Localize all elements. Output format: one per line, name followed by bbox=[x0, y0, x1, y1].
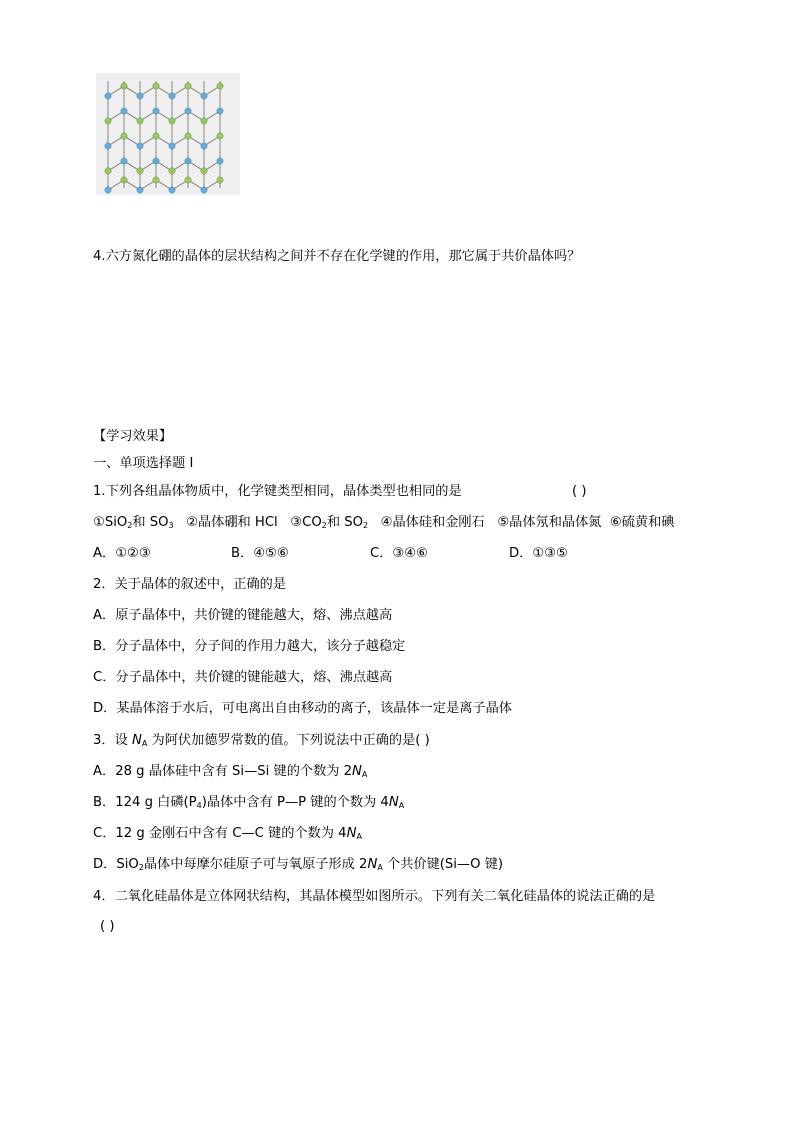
q1-stem: 1.下列各组晶体物质中，化学键类型相同，晶体类型也相同的是 bbox=[93, 484, 462, 499]
lattice-atom bbox=[169, 168, 175, 174]
lattice-atom bbox=[153, 158, 159, 164]
q1-option-c: C．③④⑥ bbox=[370, 546, 428, 561]
lattice-atom bbox=[121, 133, 127, 139]
q2-stem: 2．关于晶体的叙述中，正确的是 bbox=[93, 577, 287, 592]
lattice-atom bbox=[169, 187, 175, 193]
q1-group-3: $③CO_2$和 $SO_2$ bbox=[290, 515, 369, 530]
lattice-atom bbox=[201, 168, 207, 174]
lattice-atom bbox=[137, 93, 143, 99]
lattice-atom bbox=[153, 108, 159, 114]
lattice-atom bbox=[121, 83, 127, 89]
section-heading: 【学习效果】 bbox=[93, 429, 173, 444]
q1-group-1: ①SiO$_2$和 $SO_3$ bbox=[93, 515, 174, 530]
crystal-structure-image bbox=[96, 73, 240, 195]
lattice-atom bbox=[201, 93, 207, 99]
lattice-atom bbox=[153, 177, 159, 183]
q2-option-d: D．某晶体溶于水后，可电离出自由移动的离子，该晶体一定是离子晶体 bbox=[93, 701, 512, 716]
q2-option-c: C．分子晶体中，共价键的键能越大，熔、沸点越高 bbox=[93, 670, 393, 685]
q4-answer-blank: ( ) bbox=[100, 919, 115, 934]
discussion-question-4: 4.六方氮化硼的晶体的层状结构之间并不存在化学键的作用，那它属于共价晶体吗？ bbox=[93, 249, 581, 264]
q3-option-b: B．124 g 白磷$(P_4)$晶体中含有 P—P 键的个数为 $4N_A$ bbox=[93, 795, 405, 810]
lattice-atom bbox=[121, 177, 127, 183]
lattice-atom bbox=[105, 168, 111, 174]
lattice-atom bbox=[137, 187, 143, 193]
q3-option-d: D．SiO$_2$晶体中每摩尔硅原子可与氧原子形成 $2N_A$ 个共价键(Si—O 键) bbox=[93, 857, 504, 872]
q3-option-c: C．12 g 金刚石中含有 C—C 键的个数为 $4N_A$ bbox=[93, 826, 362, 841]
q1-option-a: A．①②③ bbox=[93, 546, 151, 561]
lattice-atom bbox=[105, 187, 111, 193]
q1-option-d: D．①③⑤ bbox=[509, 546, 568, 561]
lattice-atom bbox=[137, 118, 143, 124]
q1-option-b: B．④⑤⑥ bbox=[231, 546, 289, 561]
q1-group-5: ⑤晶体氖和晶体氮 bbox=[497, 515, 602, 530]
q2-option-a: A．原子晶体中，共价键的键能越大，熔、沸点越高 bbox=[93, 608, 393, 623]
lattice-atom bbox=[217, 83, 223, 89]
q3-option-a: A．28 g 晶体硅中含有 Si—Si 键的个数为 $2N_A$ bbox=[93, 764, 368, 779]
lattice-atom bbox=[153, 133, 159, 139]
lattice-atom bbox=[185, 108, 191, 114]
q4-stem: 4．二氧化硅晶体是立体网状结构，其晶体模型如图所示。下列有关二氧化硅晶体的说法正确的是 bbox=[93, 889, 656, 904]
lattice-atom bbox=[169, 93, 175, 99]
lattice-atom bbox=[105, 93, 111, 99]
lattice-atom bbox=[105, 143, 111, 149]
lattice-atom bbox=[201, 187, 207, 193]
q1-group-6: ⑥硫黄和碘 bbox=[609, 515, 675, 530]
lattice-atom bbox=[137, 168, 143, 174]
lattice-atom bbox=[201, 118, 207, 124]
lattice-atom bbox=[217, 108, 223, 114]
lattice-atom bbox=[201, 143, 207, 149]
lattice-atom bbox=[121, 158, 127, 164]
lattice-atom bbox=[185, 83, 191, 89]
lattice-atom bbox=[153, 83, 159, 89]
q2-option-b: B．分子晶体中，分子间的作用力越大，该分子越稳定 bbox=[93, 639, 406, 654]
q1-group-2: ②晶体硼和 HCl bbox=[186, 515, 278, 530]
subsection-heading: 一、单项选择题 I bbox=[93, 456, 194, 471]
q1-group-4: ④晶体硅和金刚石 bbox=[380, 515, 485, 530]
lattice-atom bbox=[105, 118, 111, 124]
lattice-atom bbox=[217, 177, 223, 183]
lattice-atom bbox=[169, 143, 175, 149]
lattice-atom bbox=[217, 133, 223, 139]
lattice-atom bbox=[137, 143, 143, 149]
lattice-atom bbox=[185, 177, 191, 183]
boron-nitride-lattice-drawing bbox=[96, 73, 240, 195]
lattice-atom bbox=[169, 118, 175, 124]
lattice-atom bbox=[121, 108, 127, 114]
lattice-atom bbox=[217, 158, 223, 164]
lattice-atom bbox=[185, 158, 191, 164]
q1-answer-blank: ( ) bbox=[572, 484, 587, 499]
q3-stem: 3．设 $N_A$ 为阿伏加德罗常数的值。下列说法中正确的是( ) bbox=[93, 733, 430, 748]
lattice-atom bbox=[185, 133, 191, 139]
q1-groups bbox=[93, 514, 674, 535]
